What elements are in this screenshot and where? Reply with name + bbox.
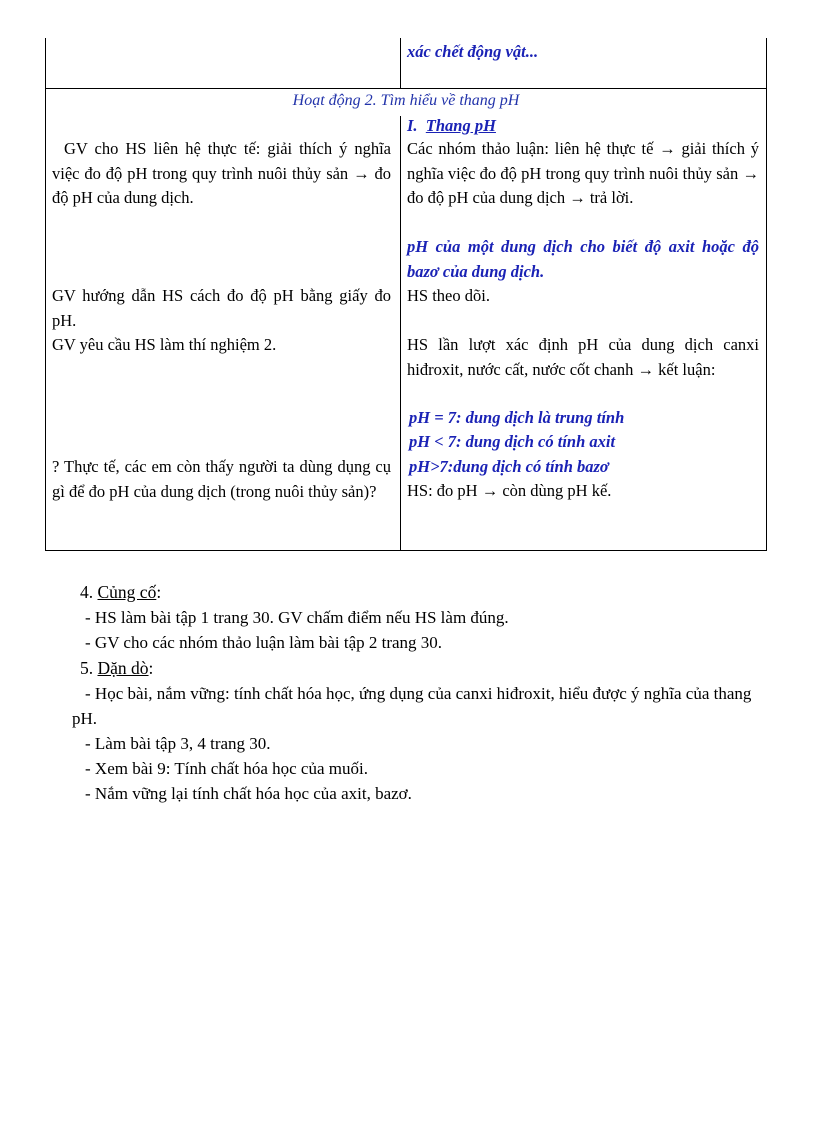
conclusion-base: pH>7:dung dịch có tính bazơ <box>409 457 609 476</box>
row2-divider <box>400 116 401 551</box>
row1-divider <box>400 38 401 88</box>
lesson-table <box>45 38 767 551</box>
section5-number: 5. <box>80 658 94 678</box>
table-left-border <box>45 38 46 551</box>
heading-number: I. <box>407 116 418 135</box>
heading-title: Thang pH <box>425 116 496 135</box>
ph-definition: pH của một dung dịch cho biết độ axit hoặc độ bazơ của dung dịch. <box>407 237 759 281</box>
conclusion-neutral: pH = 7: dung dịch là trung tính <box>409 408 625 427</box>
left-text-3: GV yêu cầu HS làm thí nghiệm 2. <box>52 335 277 354</box>
section5-title: Dặn dò <box>97 658 149 678</box>
section4-item-2: - GV cho các nhóm thảo luận làm bài tập 2 trang 30. <box>85 633 443 652</box>
left-text-1: GV cho HS liên hệ thực tế: giải thích ý nghĩa việc đo độ pH trong quy trình nuôi thủy sản → đo độ pH của dung dịch. <box>52 139 391 207</box>
section5-item-1: - Học bài, nắm vững: tính chất hóa học, ứng dụng của canxi hiđroxit, hiểu được ý nghĩa của thang pH. <box>72 684 752 728</box>
section4-title: Củng cố <box>97 582 157 602</box>
section5-heading <box>80 656 153 681</box>
section4-heading <box>80 580 161 605</box>
table-right-border <box>766 38 767 551</box>
row1-right-text: xác chết động vật... <box>407 42 539 61</box>
section5-item-3: - Xem bài 9: Tính chất hóa học của muối. <box>85 759 368 778</box>
right-heading <box>407 114 757 139</box>
section5-colon: : <box>148 658 154 678</box>
section4-item-1: - HS làm bài tập 1 trang 30. GV chấm điểm nếu HS làm đúng. <box>85 608 509 627</box>
table-bottom-border <box>45 550 767 551</box>
left-text-2: GV hướng dẫn HS cách đo độ pH bằng giấy đo pH. <box>52 286 391 330</box>
section5-item-2: - Làm bài tập 3, 4 trang 30. <box>85 734 271 753</box>
activity-title: Hoạt động 2. Tìm hiểu về thang pH <box>292 92 520 109</box>
right-text-4: HS: đo pH → còn dùng pH kế. <box>407 481 612 500</box>
right-text-3: HS lần lượt xác định pH của dung dịch canxi hiđroxit, nước cất, nước cốt chanh → kết luận: <box>407 335 759 379</box>
section4-colon: : <box>156 582 162 602</box>
right-text-1: Các nhóm thảo luận: liên hệ thực tế → giải thích ý nghĩa việc đo độ pH trong quy trình nuôi thủy sản → đo độ pH của dung dịch → trả lời. <box>407 139 759 207</box>
conclusion-acid: pH < 7: dung dịch có tính axit <box>409 432 616 451</box>
section4-number: 4. <box>80 582 94 602</box>
right-text-2: HS theo dõi. <box>407 286 490 305</box>
left-text-4: ? Thực tế, các em còn thấy người ta dùng dụng cụ gì để đo pH của dung dịch (trong nuôi thủy sản)? <box>52 457 391 501</box>
section5-item-4: - Nắm vững lại tính chất hóa học của axit, bazơ. <box>85 784 412 803</box>
